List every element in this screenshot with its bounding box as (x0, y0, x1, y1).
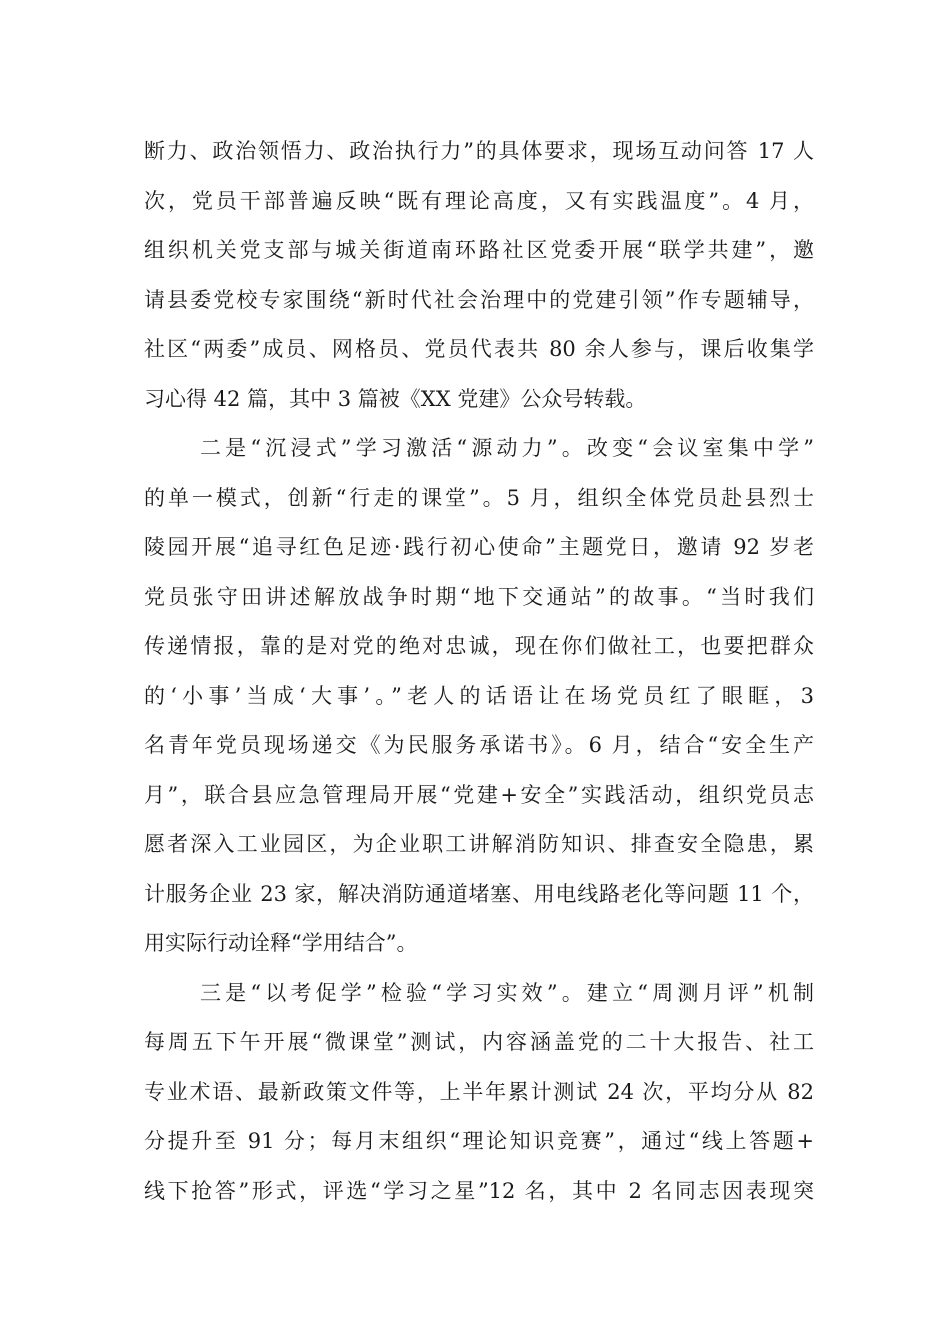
text-line: 专业术语、最新政策文件等，上半年累计测试 24 次，平均分从 82 (144, 1079, 814, 1104)
text-line: 断力、政治领悟力、政治执行力”的具体要求，现场互动问答 17 人 (144, 139, 814, 163)
text-line: 分提升至 91 分；每月末组织“理论知识竞赛”，通过“线上答题+ (144, 1129, 814, 1153)
text-line: 组织机关党支部与城关街道南环路社区党委开展“联学共建”，邀 (144, 238, 814, 262)
text-line: 每周五下午开展“微课堂”测试，内容涵盖党的二十大报告、社工 (144, 1030, 814, 1054)
text-line: 党员张守田讲述解放战争时期“地下交通站”的故事。“当时我们 (144, 584, 814, 609)
text-line: 愿者深入工业园区，为企业职工讲解消防知识、排查安全隐患，累 (144, 832, 814, 856)
text-line: 名青年党员现场递交《为民服务承诺书》。6 月，结合“安全生产 (144, 733, 814, 757)
text-line: 计服务企业 23 家，解决消防通道堵塞、用电线路老化等问题 11 个， (144, 881, 814, 906)
text-line: 三是“以考促学”检验“学习实效”。建立“周测月评”机制 (200, 980, 814, 1005)
body-text (144, 127, 814, 1216)
text-line: 请县委党校专家围绕“新时代社会治理中的党建引领”作专题辅导， (144, 287, 814, 312)
text-line: 的单一模式，创新“行走的课堂”。5 月，组织全体党员赴县烈士 (144, 485, 814, 510)
text-line: 用实际行动诠释“学用结合”。 (144, 931, 418, 955)
text-line: 的‘小事’当成‘大事’。”老人的话语让在场党员红了眼眶，3 (144, 683, 814, 708)
text-line: 二是“沉浸式”学习激活“源动力”。改变“会议室集中学” (200, 436, 814, 460)
text-line: 社区“两委”成员、网格员、党员代表共 80 余人参与，课后收集学 (144, 337, 814, 361)
text-line: 传递情报，靠的是对党的绝对忠诚，现在你们做社工，也要把群众 (144, 634, 814, 658)
text-line: 陵园开展“追寻红色足迹·践行初心使命”主题党日，邀请 92 岁老 (144, 535, 814, 559)
text-line: 习心得 42 篇，其中 3 篇被《XX 党建》公众号转载。 (144, 386, 647, 411)
text-line: 月”，联合县应急管理局开展“党建+安全”实践活动，组织党员志 (144, 782, 814, 807)
text-line: 次，党员干部普遍反映“既有理论高度，又有实践温度”。4 月， (144, 188, 814, 213)
text-line: 线下抢答”形式，评选“学习之星”12 名，其中 2 名同志因表现突 (144, 1178, 814, 1203)
